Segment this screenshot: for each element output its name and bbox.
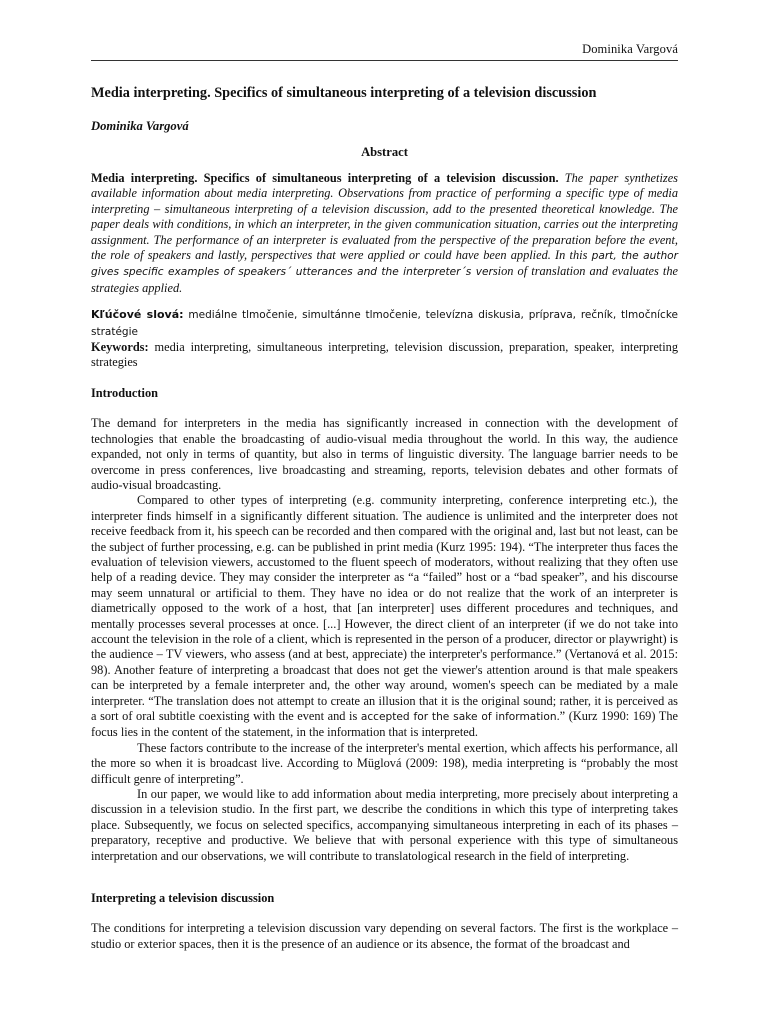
intro-paragraph-2-alt-font: accepted for the sake of information <box>360 711 557 723</box>
section-heading-introduction: Introduction <box>91 385 158 400</box>
intro-paragraph-2-end: .” (Kurz 1990: 169) The focus lies in the content of the statement, in the information that is interpreted. <box>91 709 678 740</box>
paper-title: Media interpreting. Specifics of simultaneous interpreting of a television discussion <box>91 85 597 101</box>
header-rule <box>91 60 678 61</box>
keywords-slovak <box>91 307 678 340</box>
section-heading-interpreting-discussion: Interpreting a television discussion <box>91 891 275 906</box>
abstract-text-alt-font: part, the author gives specific examples of speakers´ utterances and the interpreter´s ver <box>91 250 678 279</box>
intro-paragraph-3: These factors contribute to the increase of the interpreter's mental exertion, which affects his performance, all the more so when it is broadcast live. According to Müglová (2009: 198), media interpreting is “probably the most difficult genre of interpreting”. <box>91 740 678 786</box>
keywords-slovak-words: mediálne tlmočenie, simultánne tlmočenie, televízna diskusia, príprava, rečník, tlmočnícke stratégie <box>91 309 678 338</box>
abstract-heading: Abstract <box>361 145 408 159</box>
keywords-slovak-label: Kľúčové slová: <box>91 308 184 322</box>
intro-paragraph-1: The demand for interpreters in the media has significantly increased in connection with the development of technologies that enable the broadcasting of audio-visual media throughout the world. In this way, the audience expanded, not only in terms of quantity, but also in terms of linguistic diversity. The language barrier needs to be overcome in press conferences, live broadcasting and streaming, reports, television debates and other formats of audio-visual broadcasting. <box>91 416 678 492</box>
section2-paragraph-1: The conditions for interpreting a television discussion vary depending on several factors. The first is the workplace – studio or exterior spaces, then it is the presence of an audience or its absence, the format of the broadcast and <box>91 921 678 951</box>
abstract-lead: Media interpreting. Specifics of simultaneous interpreting of a television discussion. <box>91 171 559 185</box>
running-header: Dominika Vargová <box>582 42 678 56</box>
intro-paragraph-2-text: Compared to other types of interpreting (e.g. community interpreting, conference interpreting etc.), the interpreter finds himself in a significantly different situation. The audience is unlimited and the interpreter does not receive feedback from it, his speech can be recorded and then compared with the original and, last but not least, can be the subject of further processing, e.g. can be published in print media (Kurz 1995: 194). “The interpreter thus faces the evaluation of television viewers, accustomed to the fluent speech of moderators, without realizing that they often use help of a reading device. They may consider the interpreter as “a “failed” host or a “bad speaker”, and his discourse may seem unnatural or artificial to them. They have no idea or do not realize that the work of an interpreter is diametrically opposed to the work of a host, that [an interpreter] uses different procedures and techniques, and mentally processes several processes at once. [...] However, the direct client of an interpreter (if we do not take into account the television in the role of a client, which is represented in the person of a producer, director or playwright) is the audience – TV viewers, who assess (and at best, appreciate) the interpreter's performance.” (Vertanová et al. 2015: 98). Another feature of interpreting a broadcast that does not get the viewer's attention around is that male speakers can be interpreted by a female interpreter and, the other way around, women's speech can be mediated by a male interpreter. “The translation does not attempt to create an illusion that it is the original sound; rather, it is perceived as a sort of oral subtitle coexisting with the event and is <box>91 493 678 723</box>
keywords-english-words: media interpreting, simultaneous interpreting, television discussion, preparation, speaker, interpreting strategies <box>91 340 678 370</box>
keywords-english-label: Keywords: <box>91 340 149 355</box>
abstract-text: The paper synthetizes available information about media interpreting. Observations from practice of performing a specific type of media interpreting – simultaneous interpreting of a television discussion, add to the presented theoretical knowledge. The paper deals with conditions, in which an interpreter, in the given communication situation, carries out the interpreting assignment. The performance of an interpreter is evaluated from the perspective of the preparation before the event, the role of speakers and lastly, perspectives that were applied or could have been applied. In this <box>91 171 678 263</box>
abstract-text-end: sion of translation and evaluates the strategies applied. <box>91 264 678 295</box>
paper-body <box>91 171 678 952</box>
keywords-english <box>91 340 678 371</box>
intro-paragraph-4: In our paper, we would like to add information about media interpreting, more precisely about interpreting a discussion in a television studio. In the first part, we describe the conditions in which this type of interpreting takes place. Subsequently, we focus on selected specifics, accompanying simultaneous interpreting in each of its phases – preparatory, receptive and productive. We believe that with personal experience with this type of simultaneous interpretation and our observations, we will contribute to translatological research in the field of interpreting. <box>91 787 678 863</box>
abstract-paragraph <box>91 171 678 296</box>
intro-paragraph-2 <box>91 493 678 741</box>
author-name: Dominika Vargová <box>91 119 189 133</box>
